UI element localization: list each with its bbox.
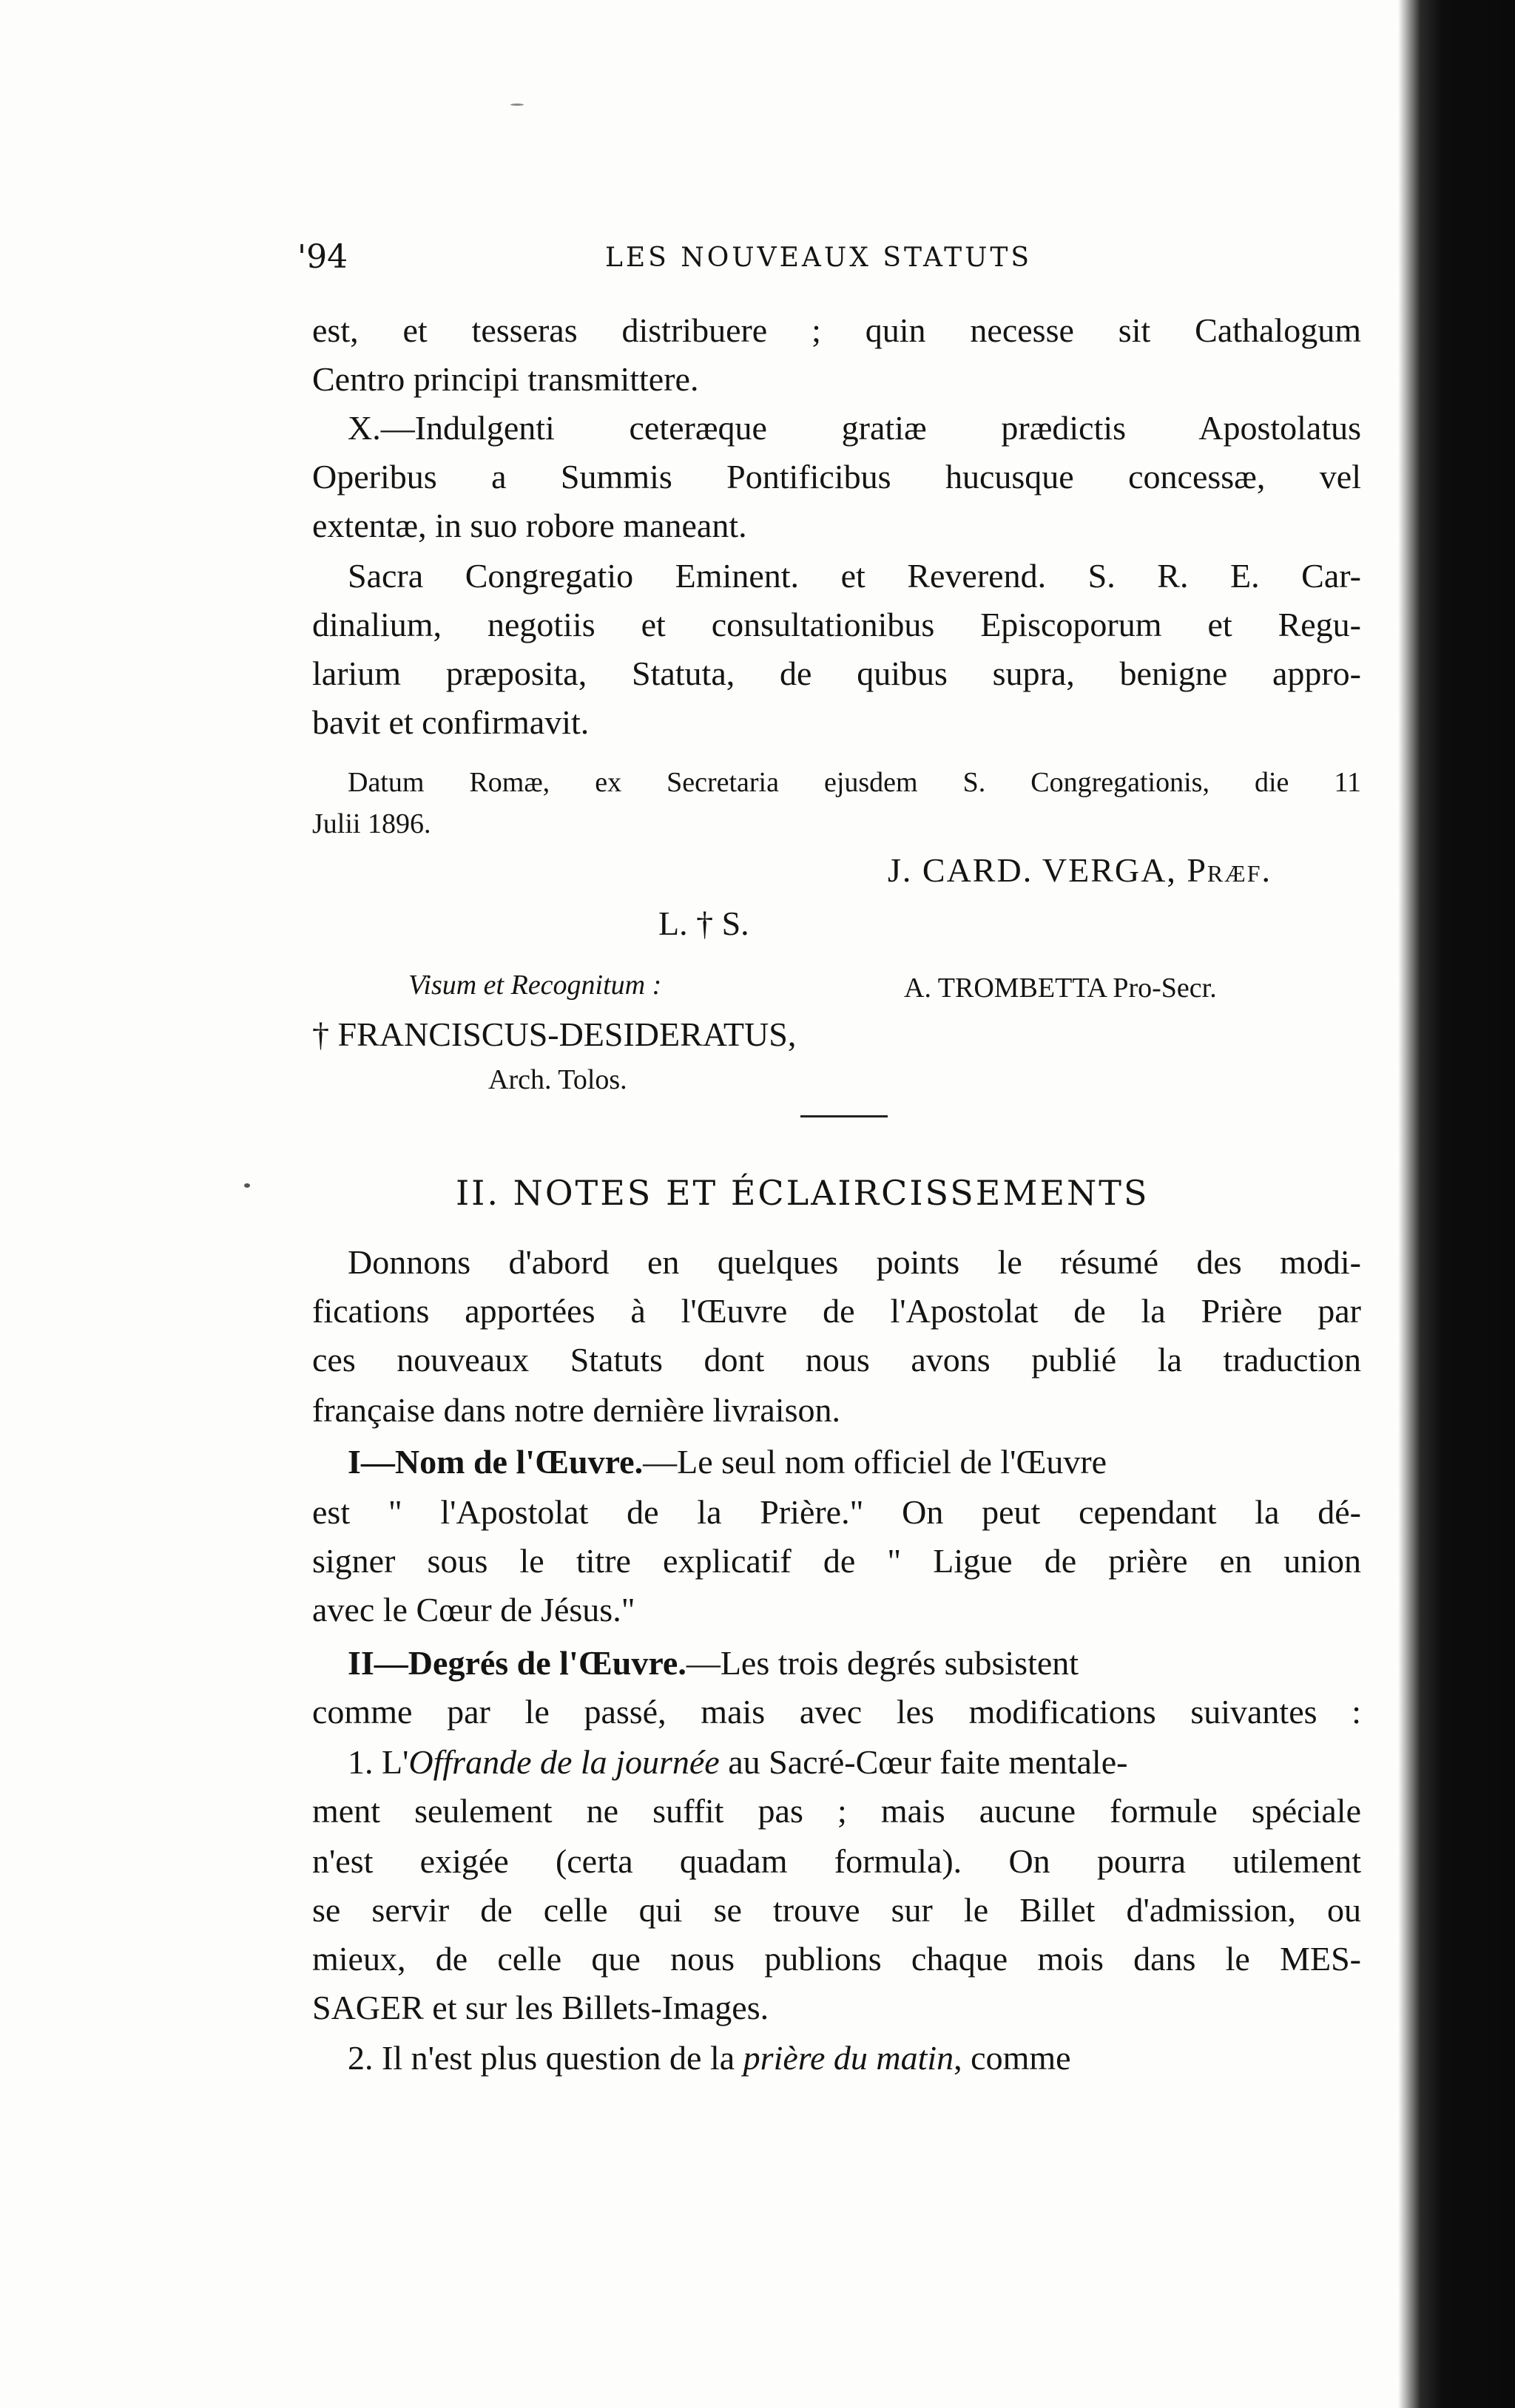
text-line: signer sous le titre explicatif de " Ligue de prière en union xyxy=(312,1542,1361,1580)
text-line: extentæ, in suo robore maneant. xyxy=(312,507,747,544)
running-title: LES NOUVEAUX STATUTS xyxy=(605,243,1033,273)
text-line: X.—Indulgenti ceteræque gratiæ prædictis Apostolatus xyxy=(348,409,1361,447)
item-2-line xyxy=(348,1643,1079,1682)
page-number: '94 xyxy=(297,238,348,276)
book-edge-shadow xyxy=(1398,0,1515,2408)
item-1-heading: I—Nom de l'Œuvre. xyxy=(348,1443,644,1481)
section-rule xyxy=(800,1115,888,1117)
text-line: française dans notre dernière livraison. xyxy=(312,1391,840,1429)
text-line: Operibus a Summis Pontificibus hucusque concessæ, vel xyxy=(312,458,1361,496)
seal-mark: L. † S. xyxy=(658,904,749,942)
sub-item-2-lead: 2. Il n'est plus question de la xyxy=(348,2039,743,2077)
sub-item-2-rest: , comme xyxy=(954,2039,1071,2077)
visum-line: Visum et Recognitum : xyxy=(408,970,662,1001)
cardinal-signature: J. CARD. VERGA, Præf. xyxy=(888,851,1272,889)
text-line: n'est exigée (certa quadam formula). On pourra utilement xyxy=(312,1842,1361,1880)
archbishop-signature: † FRANCISCUS-DESIDERATUS, xyxy=(312,1015,797,1053)
section-title: II. NOTES ET ÉCLAIRCISSEMENTS xyxy=(456,1173,1150,1213)
sub-item-1-lead: 1. L' xyxy=(348,1743,409,1781)
item-1-text: —Le seul nom officiel de l'Œuvre xyxy=(643,1443,1107,1481)
datum-line: Datum Romæ, ex Secretaria ejusdem S. Congregationis, die 11 xyxy=(348,767,1361,798)
text-line: Donnons d'abord en quelques points le résumé des modi- xyxy=(348,1243,1361,1281)
text-line: avec le Cœur de Jésus." xyxy=(312,1591,635,1629)
text-line: dinalium, negotiis et consultationibus Episcoporum et Regu- xyxy=(312,606,1361,643)
sub-item-1-italic: Offrande de la journée xyxy=(408,1743,720,1781)
text-line: Sacra Congregatio Eminent. et Reverend. S. R. E. Car- xyxy=(348,557,1361,595)
sub-item-1-rest: au Sacré-Cœur faite mentale- xyxy=(719,1743,1128,1781)
sub-item-1-line xyxy=(348,1742,1127,1782)
item-2-heading: II—Degrés de l'Œuvre. xyxy=(348,1644,686,1682)
text-line: mieux, de celle que nous publions chaque mois dans le MES- xyxy=(312,1940,1361,1978)
text-line: se servir de celle qui se trouve sur le Billet d'admission, ou xyxy=(312,1891,1361,1929)
text-line: ment seulement ne suffit pas ; mais aucune formule spéciale xyxy=(312,1792,1361,1830)
text-line: SAGER et sur les Billets-Images. xyxy=(312,1989,769,2026)
text-line: est, et tesseras distribuere ; quin necesse sit Cathalogum xyxy=(312,311,1361,349)
archbishop-see: Arch. Tolos. xyxy=(488,1064,627,1095)
text-line: fications apportées à l'Œuvre de l'Apostolat de la Prière par xyxy=(312,1292,1361,1330)
text-line: bavit et confirmavit. xyxy=(312,703,590,741)
ink-speck xyxy=(244,1183,250,1188)
datum-line: Julii 1896. xyxy=(312,808,431,839)
item-2-text: —Les trois degrés subsistent xyxy=(686,1644,1079,1682)
secretary-signature: A. TROMBETTA Pro-Secr. xyxy=(904,973,1217,1004)
sub-item-2-line xyxy=(348,2038,1071,2077)
ink-speck xyxy=(510,104,524,106)
text-line: comme par le passé, mais avec les modifications suivantes : xyxy=(312,1693,1361,1731)
sub-item-2-italic: prière du matin xyxy=(743,2039,954,2077)
item-1-line xyxy=(348,1442,1107,1481)
text-line: larium præposita, Statuta, de quibus supra, benigne appro- xyxy=(312,655,1361,692)
text-line: est " l'Apostolat de la Prière." On peut cependant la dé- xyxy=(312,1493,1361,1531)
text-line: Centro principi transmittere. xyxy=(312,360,699,398)
running-header xyxy=(0,238,1406,283)
text-line: ces nouveaux Statuts dont nous avons publié la traduction xyxy=(312,1341,1361,1379)
